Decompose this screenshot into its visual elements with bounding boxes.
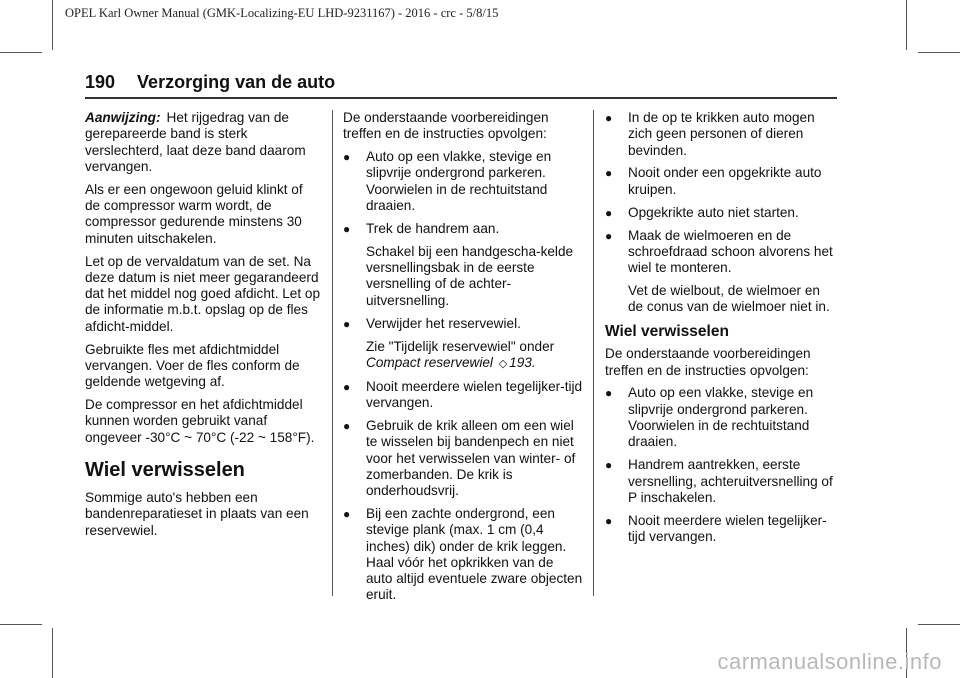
note-paragraph	[85, 110, 321, 175]
note-label: Aanwijzing:	[85, 110, 161, 125]
page-title: Verzorging van de auto	[137, 72, 336, 92]
page-heading	[85, 72, 335, 93]
list-item: ● Nooit onder een opgekrikte auto kruipen.	[605, 165, 822, 197]
bullet-icon: ●	[605, 513, 613, 528]
list-item: ● Opgekrikte auto niet starten.	[605, 204, 799, 220]
bullet-icon: ●	[343, 316, 351, 331]
bullet-icon: ●	[343, 418, 351, 433]
list-subparagraph: Schakel bij een handgescha-kelde versnellingsbak in de eerste versnelling of de achter-uitversnelling.	[366, 243, 574, 308]
bullet-icon: ●	[343, 379, 351, 394]
paragraph: De compressor en het afdichtmiddel kunnen worden gebruikt vanaf ongeveer -30°C ~ 70°C (-22 ~ 158°F).	[85, 397, 315, 445]
heading-rule	[85, 97, 837, 99]
list-item: ● Auto op een vlakke, stevige en slipvrije ondergrond parkeren. Voorwielen in de rechtuitstand draaien.	[605, 385, 814, 450]
column-divider	[593, 110, 594, 596]
list-item: ● Handrem aantrekken, eerste versnelling, achteruitversnelling of P inschakelen.	[605, 457, 833, 505]
column-middle	[343, 110, 583, 610]
page-number: 190	[85, 72, 116, 92]
page-reference-icon: ◇	[498, 357, 508, 370]
column-divider	[332, 110, 333, 596]
crop-mark	[918, 52, 960, 53]
bullet-icon: ●	[343, 221, 351, 236]
crop-mark	[906, 0, 907, 50]
bullet-icon: ●	[605, 111, 613, 125]
paragraph: Gebruikte fles met afdichtmiddel vervangen. Voer de fles conform de geldende wetgeving af.	[85, 341, 300, 390]
document-header: OPEL Karl Owner Manual (GMK-Localizing-EU LHD-9231167) - 2016 - crc - 5/8/15	[65, 6, 499, 20]
note-text: Het rijgedrag van de gerepareerde band is sterk verslechterd, laat deze band daarom vervangen.	[85, 110, 306, 174]
crop-mark	[0, 624, 42, 625]
crop-mark	[0, 52, 42, 53]
bullet-icon: ●	[605, 458, 613, 473]
bullet-icon: ●	[605, 386, 613, 401]
list-item: ● Auto op een vlakke, stevige en slipvrije ondergrond parkeren. Voorwielen in de rechtuitstand draaien.	[343, 149, 552, 214]
column-left	[85, 110, 321, 546]
list-item: ● Nooit meerdere wielen tegelijker-tijd vervangen.	[343, 378, 583, 411]
list-item: ● Gebruik de krik alleen om een wiel te wisselen bij bandenpech en niet voor het verwisselen van winter- of zomerbanden. De krik is onderhoudsvrij.	[343, 417, 576, 499]
paragraph: De onderstaande voorbereidingen treffen en de instructies opvolgen:	[343, 110, 549, 142]
crop-mark	[918, 624, 960, 625]
subsection-heading: Wiel verwisselen	[605, 323, 729, 341]
paragraph: Let op de vervaldatum van de set. Na deze datum is niet meer gegarandeerd dat het middel nog goed afdicht. Let op de informatie m.b.t. opslag op de fles afdicht-middel.	[85, 253, 321, 334]
list-subparagraph: Zie "Tijdelijk reservewiel" onder Compact reservewiel ◇ 193.	[366, 338, 555, 370]
list-item: ● In de op te krikken auto mogen zich geen personen of dieren bevinden.	[605, 110, 815, 158]
list-item: ● Bij een zachte ondergrond, een stevige plank (max. 1 cm (0,4 inches) dik) onder de krik leggen. Haal vóór het opkrikken van de auto altijd eventuele zware objecten eruit.	[343, 505, 583, 603]
crop-mark	[52, 628, 53, 678]
list-item: ● Maak de wielmoeren en de schroefdraad schoon alvorens het wiel te monteren.	[605, 227, 833, 276]
list-subparagraph: Vet de wielbout, de wielmoer en de conus van de wielmoer niet in.	[628, 283, 830, 315]
bullet-icon: ●	[343, 150, 351, 165]
list-item: ● Trek de handrem aan.	[343, 220, 500, 236]
list-item: ● Nooit meerdere wielen tegelijker-tijd vervangen.	[605, 512, 827, 544]
cross-reference-link[interactable]: Compact reservewiel	[366, 354, 493, 370]
bullet-icon: ●	[605, 205, 613, 220]
crop-mark	[52, 0, 53, 50]
column-right	[605, 110, 837, 552]
section-heading: Wiel verwisselen	[85, 459, 245, 482]
paragraph: Sommige auto's hebben een bandenreparatieset in plaats van een reservewiel.	[85, 490, 309, 538]
bullet-icon: ●	[605, 166, 613, 181]
bullet-icon: ●	[605, 228, 613, 243]
cross-reference-page[interactable]: 193.	[509, 354, 536, 370]
bullet-icon: ●	[343, 506, 351, 521]
watermark: carmanualsonline.info	[717, 649, 942, 674]
paragraph: Als er een ongewoon geluid klinkt of de compressor warm wordt, de compressor gedurende minstens 30 minuten uitschakelen.	[85, 181, 303, 246]
paragraph: De onderstaande voorbereidingen treffen en de instructies opvolgen:	[605, 346, 811, 378]
list-item: ● Verwijder het reservewiel.	[343, 315, 521, 331]
